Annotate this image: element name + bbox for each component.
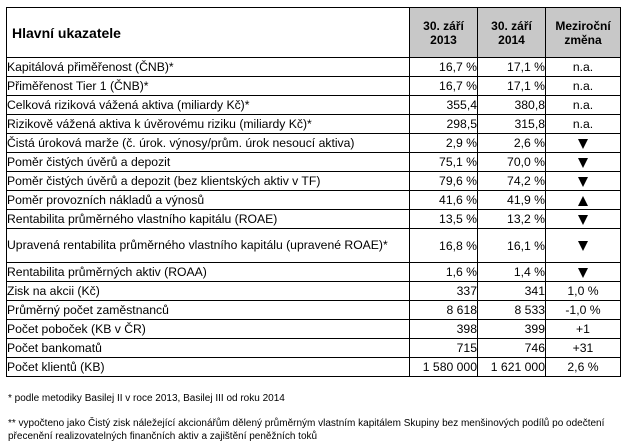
change-cell xyxy=(546,172,621,191)
column-header-2013: 30. září 2013 xyxy=(410,8,478,58)
change-value: +1 xyxy=(546,320,621,339)
value-2014: 8 533 xyxy=(478,301,546,320)
value-2013: 13,5 % xyxy=(410,210,478,229)
row-label: Počet klientů (KB) xyxy=(7,358,410,377)
change-value: n.a. xyxy=(546,96,621,115)
column-header-2014: 30. září 2014 xyxy=(478,8,546,58)
kpi-table xyxy=(6,7,621,377)
value-2013: 79,6 % xyxy=(410,172,478,191)
row-label: Průměrný počet zaměstnanců xyxy=(7,301,410,320)
table-row xyxy=(7,115,621,134)
value-2013: 1 580 000 xyxy=(410,358,478,377)
row-label: Poměr čistých úvěrů a depozit (bez klientských aktiv v TF) xyxy=(7,172,410,191)
value-2014: 1 621 000 xyxy=(478,358,546,377)
row-label: Celková riziková vážená aktiva (miliardy Kč)* xyxy=(7,96,410,115)
change-cell xyxy=(546,210,621,229)
value-2014: 17,1 % xyxy=(478,58,546,77)
value-2014: 2,6 % xyxy=(478,134,546,153)
value-2013: 1,6 % xyxy=(410,263,478,282)
table-row xyxy=(7,301,621,320)
row-label: Rizikově vážená aktiva k úvěrovému riziku (miliardy Kč)* xyxy=(7,115,410,134)
value-2014: 746 xyxy=(478,339,546,358)
row-label: Upravená rentabilita průměrného vlastního kapitálu (upravené ROAE)* xyxy=(7,229,410,263)
arrow-down-icon xyxy=(578,158,588,168)
value-2013: 16,7 % xyxy=(410,58,478,77)
table-row xyxy=(7,229,621,263)
table-row xyxy=(7,263,621,282)
row-label: Kapitálová přiměřenost (ČNB)* xyxy=(7,58,410,77)
value-2014: 70,0 % xyxy=(478,153,546,172)
change-value: n.a. xyxy=(546,115,621,134)
change-value: +31 xyxy=(546,339,621,358)
value-2013: 355,4 xyxy=(410,96,478,115)
change-cell xyxy=(546,263,621,282)
value-2014: 380,8 xyxy=(478,96,546,115)
value-2013: 337 xyxy=(410,282,478,301)
row-label: Počet bankomatů xyxy=(7,339,410,358)
table-row xyxy=(7,96,621,115)
change-cell xyxy=(546,134,621,153)
change-cell xyxy=(546,229,621,263)
table-row xyxy=(7,58,621,77)
value-2013: 715 xyxy=(410,339,478,358)
table-title: Hlavní ukazatele xyxy=(7,8,410,58)
table-row xyxy=(7,358,621,377)
row-label: Počet poboček (KB v ČR) xyxy=(7,320,410,339)
arrow-down-icon xyxy=(578,139,588,149)
value-2013: 8 618 xyxy=(410,301,478,320)
value-2014: 1,4 % xyxy=(478,263,546,282)
value-2014: 399 xyxy=(478,320,546,339)
value-2013: 398 xyxy=(410,320,478,339)
column-header-change: Meziroční změna xyxy=(546,8,621,58)
arrow-down-icon xyxy=(578,215,588,225)
arrow-up-icon xyxy=(578,196,588,206)
value-2014: 13,2 % xyxy=(478,210,546,229)
footnote-roae: ** vypočteno jako Čistý zisk náležející akcionářům dělený průměrným vlastním kapitálem Skupiny bez menšinových podílů po odečtení přecenění realizovatelných finančních aktiv a zajištění peněžních toků xyxy=(8,418,605,442)
row-label: Rentabilita průměrných aktiv (ROAA) xyxy=(7,263,410,282)
row-label: Poměr čistých úvěrů a depozit xyxy=(7,153,410,172)
table-row xyxy=(7,153,621,172)
table-row xyxy=(7,282,621,301)
change-value: n.a. xyxy=(546,77,621,96)
change-cell xyxy=(546,153,621,172)
footnote-basel: * podle metodiky Basilej II v roce 2013, Basilej III od roku 2014 xyxy=(8,393,285,404)
value-2013: 2,9 % xyxy=(410,134,478,153)
table-row xyxy=(7,339,621,358)
table-row xyxy=(7,172,621,191)
change-cell xyxy=(546,191,621,210)
table-row xyxy=(7,191,621,210)
row-label: Poměr provozních nákladů a výnosů xyxy=(7,191,410,210)
row-label: Přiměřenost Tier 1 (ČNB)* xyxy=(7,77,410,96)
value-2014: 41,9 % xyxy=(478,191,546,210)
table-row xyxy=(7,210,621,229)
value-2013: 298,5 xyxy=(410,115,478,134)
arrow-down-icon xyxy=(578,177,588,187)
value-2014: 74,2 % xyxy=(478,172,546,191)
value-2014: 341 xyxy=(478,282,546,301)
value-2014: 16,1 % xyxy=(478,229,546,263)
change-value: -1,0 % xyxy=(546,301,621,320)
value-2013: 41,6 % xyxy=(410,191,478,210)
arrow-down-icon xyxy=(578,241,588,251)
value-2014: 17,1 % xyxy=(478,77,546,96)
change-value: n.a. xyxy=(546,58,621,77)
table-header xyxy=(7,8,621,58)
value-2013: 75,1 % xyxy=(410,153,478,172)
value-2013: 16,8 % xyxy=(410,229,478,263)
value-2013: 16,7 % xyxy=(410,77,478,96)
value-2014: 315,8 xyxy=(478,115,546,134)
row-label: Čistá úroková marže (č. úrok. výnosy/prům. úrok nesoucí aktiva) xyxy=(7,134,410,153)
arrow-down-icon xyxy=(578,268,588,278)
change-value: 2,6 % xyxy=(546,358,621,377)
table-row xyxy=(7,134,621,153)
table-row xyxy=(7,77,621,96)
change-value: 1,0 % xyxy=(546,282,621,301)
row-label: Zisk na akcii (Kč) xyxy=(7,282,410,301)
row-label: Rentabilita průměrného vlastního kapitálu (ROAE) xyxy=(7,210,410,229)
table-row xyxy=(7,320,621,339)
